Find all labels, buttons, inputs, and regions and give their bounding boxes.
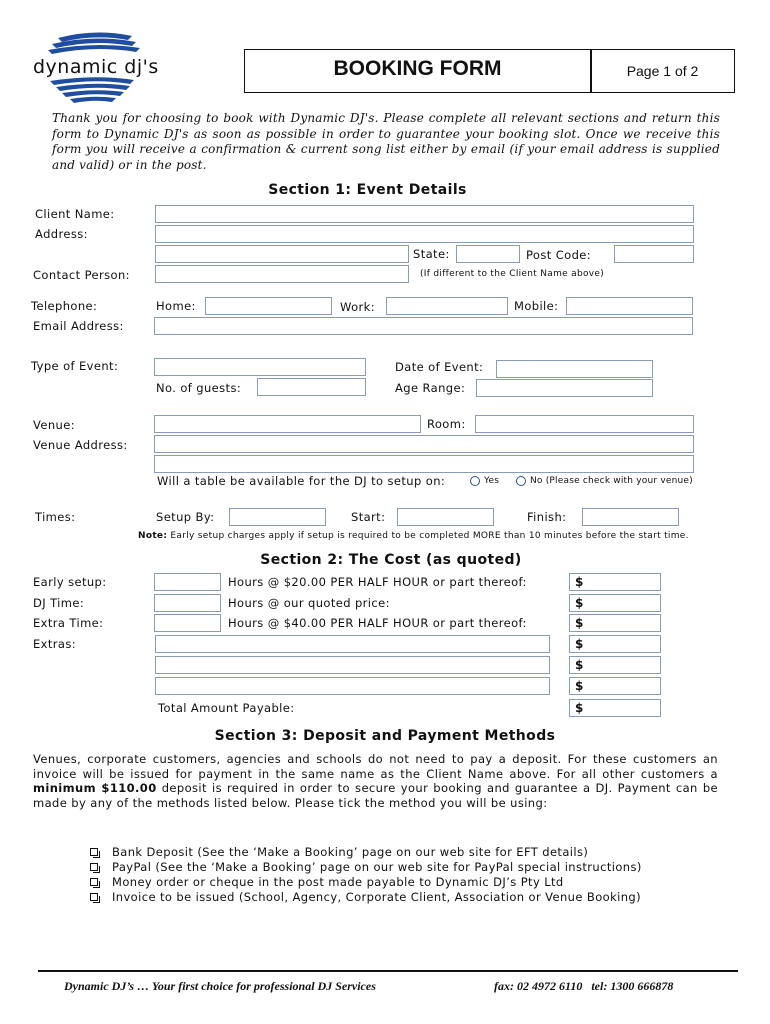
payment-method-label: Invoice to be issued (School, Agency, Corporate Client, Association or Venue Booking)	[112, 890, 641, 904]
email-label: Email Address:	[33, 319, 124, 333]
table-question-label: Will a table be available for the DJ to setup on:	[157, 474, 446, 488]
client-name-field[interactable]	[155, 205, 694, 223]
currency-symbol: $	[575, 701, 584, 715]
venue-address-label: Venue Address:	[33, 438, 128, 452]
age-range-field[interactable]	[476, 379, 653, 397]
start-field[interactable]	[397, 508, 494, 526]
extras-field-2[interactable]	[155, 656, 550, 674]
footer-tagline: Dynamic DJ’s … Your first choice for professional DJ Services	[64, 979, 376, 993]
early-setup-hours-field[interactable]	[154, 573, 221, 591]
logo	[30, 28, 165, 108]
venue-label: Venue:	[33, 418, 75, 432]
contact-person-label: Contact Person:	[33, 268, 130, 282]
extras-field-1[interactable]	[155, 635, 550, 653]
payment-method-label: PayPal (See the ‘Make a Booking’ page on our web site for PayPal special instructions)	[112, 860, 642, 874]
note-label: Note:	[138, 531, 168, 541]
email-field[interactable]	[154, 317, 693, 335]
dj-time-hours-field[interactable]	[154, 594, 221, 612]
early-setup-desc: Hours @ $20.00 PER HALF HOUR or part thereof:	[228, 575, 527, 589]
times-label: Times:	[35, 510, 76, 524]
table-no-label: No (Please check with your venue)	[530, 476, 693, 486]
payment-methods-list	[90, 845, 730, 905]
extras-field-3[interactable]	[155, 677, 550, 695]
mobile-phone-field[interactable]	[566, 297, 693, 315]
telephone-label: Telephone:	[31, 299, 98, 313]
extra-time-desc: Hours @ $40.00 PER HALF HOUR or part thereof:	[228, 616, 527, 630]
early-setup-label: Early setup:	[33, 575, 107, 589]
setup-by-field[interactable]	[229, 508, 326, 526]
currency-symbol: $	[575, 616, 584, 630]
room-label: Room:	[427, 417, 466, 431]
currency-symbol: $	[575, 658, 584, 672]
total-label: Total Amount Payable:	[158, 701, 295, 715]
table-yes-radio[interactable]	[470, 476, 480, 486]
extras-amount-field-2[interactable]	[569, 656, 661, 674]
payment-method-item[interactable]	[90, 860, 730, 875]
type-of-event-label: Type of Event:	[31, 359, 119, 373]
finish-label: Finish:	[527, 510, 567, 524]
extra-time-hours-field[interactable]	[154, 614, 221, 632]
currency-symbol: $	[575, 596, 584, 610]
dj-time-amount-field[interactable]	[569, 594, 661, 612]
home-phone-field[interactable]	[205, 297, 332, 315]
page-number: Page 1 of 2	[626, 63, 699, 79]
note-text: Early setup charges apply if setup is required to be completed MORE than 10 minutes before the start time.	[167, 531, 689, 541]
extras-amount-field-3[interactable]	[569, 677, 661, 695]
no-of-guests-field[interactable]	[257, 378, 366, 396]
payment-method-item[interactable]	[90, 875, 730, 890]
work-phone-field[interactable]	[386, 297, 508, 315]
footer-contact: fax: 02 4972 6110 tel: 1300 666878	[494, 979, 674, 993]
footer-divider	[38, 970, 738, 972]
state-field[interactable]	[456, 245, 520, 263]
setup-by-label: Setup By:	[156, 510, 215, 524]
payment-method-item[interactable]	[90, 890, 730, 905]
deposit-paragraph	[33, 752, 718, 810]
payment-method-item[interactable]	[90, 845, 730, 860]
finish-field[interactable]	[582, 508, 679, 526]
post-code-field[interactable]	[614, 245, 694, 263]
dj-time-label: DJ Time:	[33, 596, 85, 610]
checkbox-icon[interactable]	[90, 848, 98, 856]
setup-note	[138, 529, 689, 543]
table-no-radio[interactable]	[516, 476, 526, 486]
contact-person-field[interactable]	[155, 265, 409, 283]
age-range-label: Age Range:	[395, 381, 466, 395]
mobile-label: Mobile:	[514, 299, 559, 313]
payment-method-label: Money order or cheque in the post made payable to Dynamic DJ’s Pty Ltd	[112, 875, 564, 889]
start-label: Start:	[351, 510, 386, 524]
checkbox-icon[interactable]	[90, 878, 98, 886]
state-label: State:	[413, 247, 450, 261]
currency-symbol: $	[575, 679, 584, 693]
logo-text: dynamic dj's	[33, 56, 159, 78]
extras-label: Extras:	[33, 637, 77, 651]
date-of-event-field[interactable]	[496, 360, 653, 378]
venue-address-field-2[interactable]	[154, 455, 694, 473]
table-yes-label: Yes	[484, 476, 500, 486]
extras-amount-field-1[interactable]	[569, 635, 661, 653]
dj-time-desc: Hours @ our quoted price:	[228, 596, 390, 610]
type-of-event-field[interactable]	[154, 358, 366, 376]
contact-person-note: (If different to the Client Name above)	[420, 269, 605, 279]
deposit-text-2: deposit is required in order to secure your booking and guarantee a DJ. Payment can be made by any of the methods listed below. Please tick the method you will be using:	[33, 781, 719, 810]
work-label: Work:	[340, 300, 375, 314]
payment-method-label: Bank Deposit (See the ‘Make a Booking’ page on our web site for EFT details)	[112, 845, 589, 859]
section3-title: Section 3: Deposit and Payment Methods	[214, 728, 556, 744]
venue-address-field-1[interactable]	[154, 435, 694, 453]
header-box	[244, 49, 735, 93]
client-name-label: Client Name:	[35, 207, 115, 221]
extra-time-label: Extra Time:	[33, 616, 104, 630]
checkbox-icon[interactable]	[90, 863, 98, 871]
address-field-1[interactable]	[155, 225, 694, 243]
address-label: Address:	[35, 227, 88, 241]
venue-field[interactable]	[154, 415, 421, 433]
deposit-text-1: Venues, corporate customers, agencies and schools do not need to pay a deposit. For these customers an invoice will be issued for payment in the same name as the Client Name above. For all other customers a	[33, 752, 718, 781]
address-field-2[interactable]	[155, 245, 409, 263]
intro-text: Thank you for choosing to book with Dynamic DJ's. Please complete all relevant sections and return this form to Dynamic DJ's as soon as possible in order to guarantee your booking slot. Once we receive this form you will receive a confirmation & current song list either by email (if your email address is supplied and valid) or in the post.	[52, 111, 720, 172]
extra-time-amount-field[interactable]	[569, 614, 661, 632]
no-of-guests-label: No. of guests:	[156, 381, 242, 395]
home-label: Home:	[156, 299, 196, 313]
checkbox-icon[interactable]	[90, 893, 98, 901]
date-of-event-label: Date of Event:	[395, 360, 484, 374]
post-code-label: Post Code:	[526, 248, 592, 262]
room-field[interactable]	[475, 415, 694, 433]
total-amount-field[interactable]	[569, 699, 661, 717]
section1-title: Section 1: Event Details	[268, 182, 467, 198]
section2-title: Section 2: The Cost (as quoted)	[260, 552, 522, 568]
early-setup-amount-field[interactable]	[569, 573, 661, 591]
form-title: BOOKING FORM	[333, 57, 502, 80]
deposit-minimum: minimum $110.00	[33, 781, 157, 795]
currency-symbol: $	[575, 637, 584, 651]
currency-symbol: $	[575, 575, 584, 589]
